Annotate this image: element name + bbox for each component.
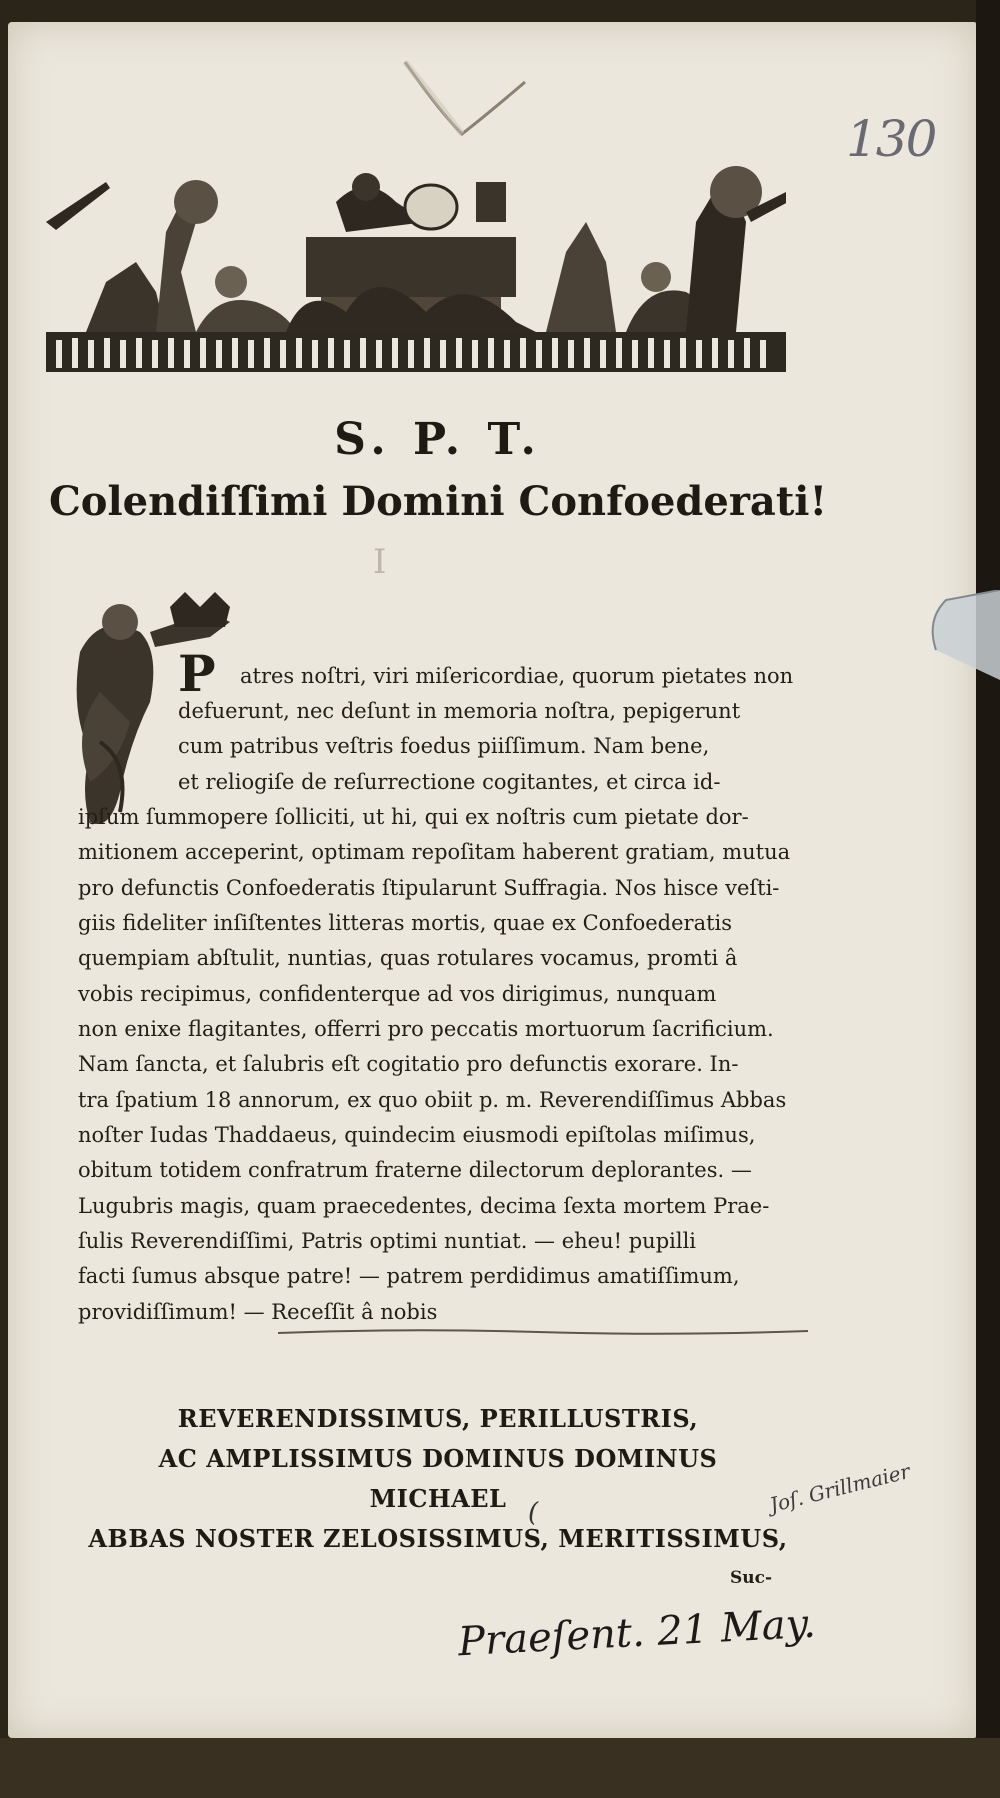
drop-cap-initial: P	[178, 644, 216, 703]
body-line: ipſum ſummopere ſolliciti, ut hi, qui ex noſtris cum pietate dor-	[78, 805, 749, 829]
woodcut-headpiece-ornament	[46, 162, 786, 392]
catchword: Suc-	[730, 1568, 773, 1588]
fold-notch-mark	[400, 52, 530, 142]
spt-heading: S. P. T.	[334, 414, 542, 465]
folio-number: 130	[846, 110, 936, 168]
body-line: noſter Iudas Thaddaeus, quindecim eiusmodi epiſtolas miſimus,	[78, 1123, 756, 1147]
glass-clip-holder	[926, 590, 1000, 680]
faint-bleedthrough-mark	[373, 542, 395, 582]
body-line: ſulis Reverendiſſimi, Patris optimi nuntiat. — eheu! pupilli	[78, 1229, 697, 1253]
body-line: giis fideliter inſiſtentes litteras mortis, quae ex Confoederatis	[78, 911, 733, 935]
scan-background-strip	[0, 1738, 1000, 1798]
body-line: vobis recipimus, confidenterque ad vos dirigimus, nunquam	[78, 982, 717, 1006]
body-line: cum patribus veſtris foedus piiſſimum. Nam bene,	[178, 734, 710, 758]
body-line: mitionem acceperint, optimam repoſitam haberent gratiam, mutua	[78, 840, 791, 864]
document-page	[8, 22, 976, 1738]
body-line: facti ſumus absque patre! — patrem perdidimus amatiſſimum,	[78, 1264, 740, 1288]
body-line: defuerunt, nec deſunt in memoria noſtra, pepigerunt	[178, 699, 741, 723]
body-line: et reliogiſe de reſurrectione cogitantes, et circa id-	[178, 770, 721, 794]
abbot-name-line: MICHAEL	[369, 1484, 507, 1513]
body-line: non enixe flagitantes, offerri pro peccatis mortuorum ſacrificium.	[78, 1017, 774, 1041]
body-line: Lugubris magis, quam praecedentes, decima ſexta mortem Prae-	[78, 1194, 770, 1218]
faint-mark-text: I	[373, 542, 387, 582]
abbot-title-line: ABBAS NOSTER ZELOSISSIMUS, MERITISSIMUS,	[88, 1524, 788, 1553]
handwritten-presentation-note: Praeſent. 21 May.	[457, 1600, 817, 1666]
body-line: obitum totidem confratrum fraterne dilectorum deplorantes. —	[78, 1158, 752, 1182]
body-line: providiſſimum! — Receſſit â nobis	[78, 1300, 438, 1324]
body-line: atres noſtri, viri miſericordiae, quorum pietates non	[240, 664, 794, 688]
pen-underline-stroke	[278, 1327, 808, 1337]
body-line: quempiam abſtulit, nuntias, quas rotulares vocamus, promti â	[78, 946, 738, 970]
abbot-title-line: REVERENDISSIMUS, PERILLUSTRIS,	[177, 1404, 699, 1433]
body-line: tra ſpatium 18 annorum, ex quo obiit p. m. Reverendiſſimus Abbas	[78, 1088, 787, 1112]
handwritten-paren-mark: (	[528, 1498, 539, 1528]
abbot-title-line: AC AMPLISSIMUS DOMINUS DOMINUS	[158, 1444, 718, 1473]
salutation-heading: Colendiſſimi Domini Confoederati!	[48, 478, 828, 525]
body-line: Nam ſancta, et ſalubris eſt cogitatio pro defunctis exorare. In-	[78, 1052, 739, 1076]
body-line: pro defunctis Confoederatis ſtipularunt Suffragia. Nos hisce veſti-	[78, 876, 780, 900]
handwritten-marginal-note: Joſ. Grillmaier	[767, 1458, 913, 1518]
book-spine	[976, 0, 1000, 1798]
